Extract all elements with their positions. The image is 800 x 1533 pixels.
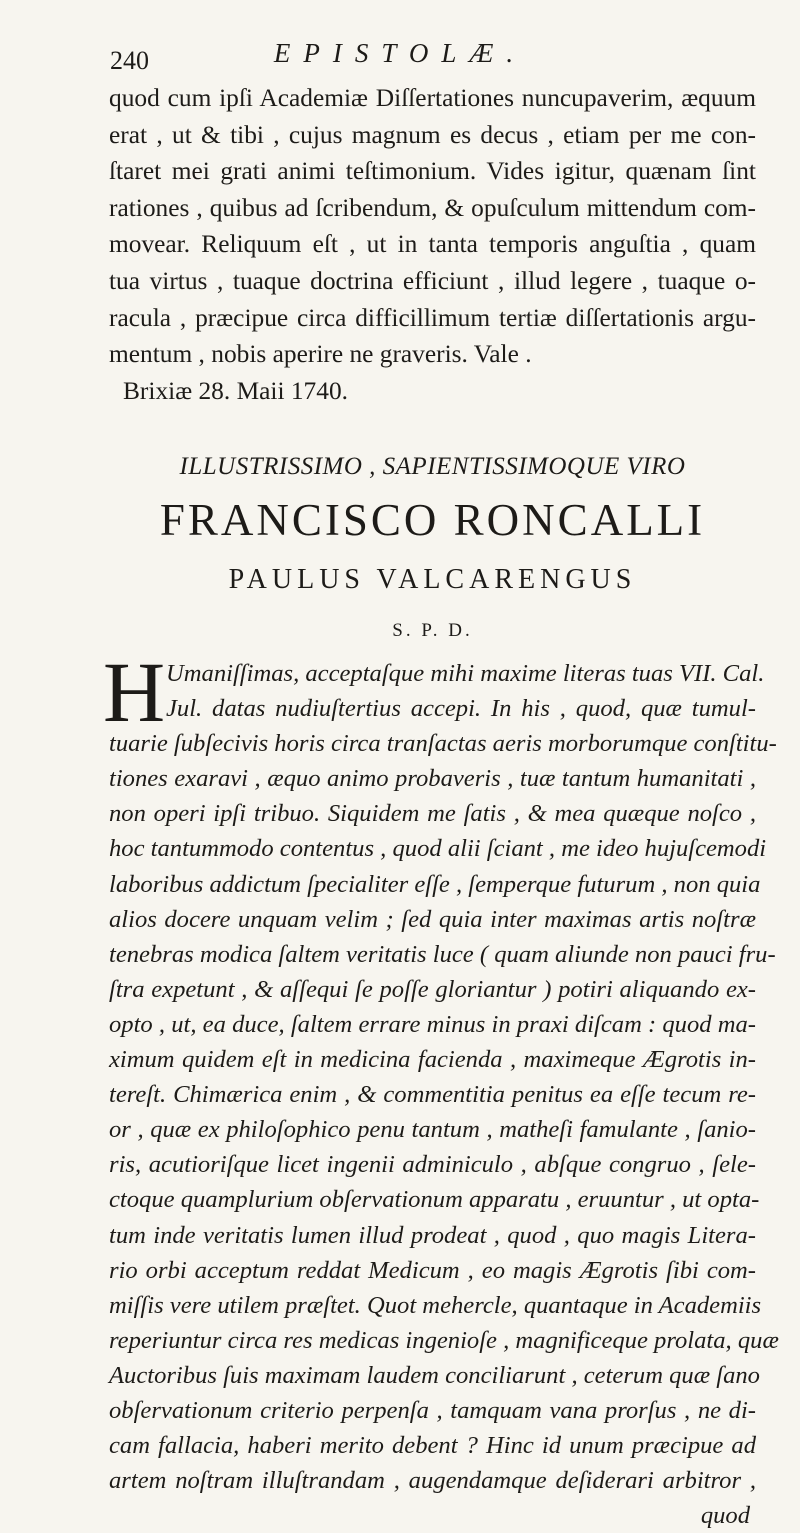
- text-line: opto , ut, ea duce, ſaltem errare minus in praxi diſcam : quod ma-: [109, 1010, 756, 1038]
- text-line: ximum quidem eſt in medicina facienda , maximeque Ægrotis in-: [109, 1046, 756, 1074]
- drop-cap: H: [103, 644, 166, 740]
- text-line: tua virtus , tuaque doctrina efficiunt , illud legere , tuaque o-: [109, 266, 756, 295]
- running-title: EPISTOLÆ.: [273, 38, 527, 68]
- text-line: tuarie ſubſecivis horis circa tranſactas aeris morborumque conſtitu-: [109, 730, 777, 758]
- text-line: quod cum ipſi Academiæ Diſſertationes nuncupaverim, æquum: [109, 84, 756, 112]
- intro-paragraph: [109, 80, 756, 409]
- running-head: [0, 36, 800, 76]
- text-line: mentum , nobis aperire ne graveris. Vale .: [109, 340, 532, 369]
- text-line: rationes , quibus ad ſcribendum, & opuſculum mittendum com-: [109, 193, 756, 222]
- text-line: rio orbi acceptum reddat Medicum , eo magis Ægrotis ſibi com-: [109, 1256, 756, 1284]
- text-line: laboribus addictum ſpecialiter eſſe , ſemperque futurum , non quia: [109, 870, 761, 898]
- text-line: or , quæ ex philoſophico penu tantum , matheſi famulante , ſanio-: [109, 1116, 756, 1144]
- text-line: alios docere unquam velim ; ſed quia inter maximas artis noſtræ: [109, 905, 756, 933]
- text-line: erat , ut & tibi , cujus magnum es decus , etiam per me con-: [109, 120, 756, 149]
- text-line: ris, acutioriſque licet ingenii adminiculo , abſque congruo , ſele-: [109, 1151, 756, 1179]
- drop-cap-block: [103, 644, 765, 740]
- sender-name: PAULUS VALCARENGUS: [228, 564, 637, 595]
- text-line: ctoque quamplurium obſervationum apparatu , eruuntur , ut opta-: [109, 1186, 760, 1214]
- text-line: tum inde veritatis lumen illud prodeat , quod , quo magis Litera-: [109, 1221, 756, 1249]
- text-line: non operi ipſi tribuo. Siquidem me ſatis , & mea quæque noſco ,: [109, 800, 756, 828]
- text-line: miſſis vere utilem præſtet. Quot mehercle, quantaque in Academiis: [109, 1291, 762, 1319]
- text-line: Umaniſſimas, acceptaſque mihi maxime literas tuas VII. Cal.: [166, 660, 765, 687]
- text-line: Auctoribus ſuis maximam laudem conciliarunt , ceterum quæ ſano: [109, 1361, 760, 1389]
- page-number: 240: [110, 46, 149, 75]
- catchword: quod: [700, 1502, 750, 1530]
- text-line: reperiuntur circa res medicas ingenioſe , magnificeque prolata, quæ: [109, 1326, 779, 1354]
- text-line: racula , præcipue circa difficillimum tertiæ diſſertationis argu-: [109, 303, 756, 332]
- addressee-name: FRANCISCO RONCALLI: [159, 495, 706, 545]
- text-line: hoc tantummodo contentus , quod alii ſciant , me ideo hujuſcemodi: [109, 835, 767, 863]
- text-line: tiones exaravi , æquo animo probaveris , tuæ tantum humanitati ,: [109, 765, 756, 793]
- text-line: cam fallacia, haberi merito debent ? Hinc id unum præcipue ad: [109, 1432, 756, 1460]
- salutation: S. P. D.: [392, 620, 473, 641]
- letter-body: [103, 644, 779, 1533]
- text-line: artem noſtram illuſtrandam , augendamque deſiderari arbitror ,: [109, 1467, 756, 1495]
- text-line: obſervationum criterio perpenſa , tamquam vana prorſus , ne di-: [109, 1396, 756, 1424]
- text-line: tenebras modica ſaltem veritatis luce ( quam aliunde non pauci fru-: [109, 940, 776, 968]
- text-line: ſtaret mei grati animi teſtimonium. Vides igitur, quænam ſint: [109, 157, 756, 186]
- date-line: Brixiæ 28. Maii 1740.: [123, 376, 348, 405]
- text-line: Jul. datas nudiuſtertius accepi. In his , quod, quæ tumul-: [166, 695, 756, 723]
- dedication-heading: ILLUSTRISSIMO , SAPIENTISSIMOQUE VIRO: [179, 453, 686, 480]
- text-line: movear. Reliquum eſt , ut in tanta temporis anguſtia , quam: [109, 230, 756, 259]
- text-line: ſtra expetunt , & aſſequi ſe poſſe gloriantur ) potiri aliquando ex-: [109, 975, 756, 1003]
- text-line: tereſt. Chimærica enim , & commentitia penitus ea eſſe tecum re-: [109, 1081, 756, 1109]
